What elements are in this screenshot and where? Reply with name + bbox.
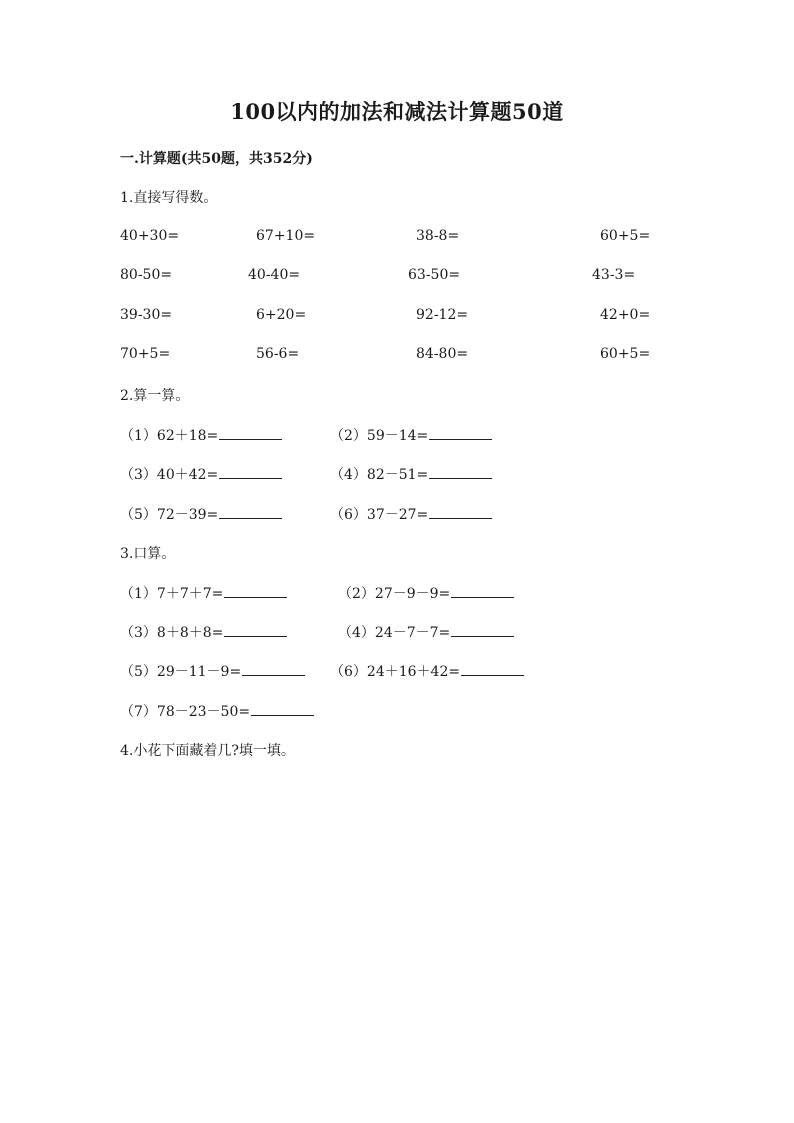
q1-cell: 43-3=	[592, 267, 636, 283]
q1-cell: 6+20=	[256, 307, 307, 323]
q2-item	[330, 504, 492, 524]
answer-blank[interactable]	[461, 661, 524, 676]
answer-blank[interactable]	[251, 701, 314, 716]
answer-blank[interactable]	[429, 425, 492, 440]
q3-item	[330, 661, 524, 681]
q1-cell: 40+30=	[120, 228, 180, 244]
q3-expression: （1）7＋7＋7=	[120, 586, 224, 602]
answer-blank[interactable]	[429, 464, 492, 479]
q1-cell: 92-12=	[416, 307, 469, 323]
q1-cell: 56-6=	[256, 346, 300, 362]
q3-item	[120, 622, 287, 642]
q2-expression: （5）72－39=	[120, 507, 219, 523]
q1-cell: 63-50=	[408, 267, 461, 283]
q3-item	[120, 583, 287, 603]
q3-item	[338, 622, 514, 642]
q1-cell: 60+5=	[600, 228, 651, 244]
answer-blank[interactable]	[219, 504, 282, 519]
q3-item	[120, 701, 314, 721]
answer-blank[interactable]	[451, 583, 514, 598]
answer-blank[interactable]	[451, 622, 514, 637]
q3-expression: （6）24＋16＋42=	[330, 664, 461, 680]
answer-blank[interactable]	[219, 425, 282, 440]
answer-blank[interactable]	[242, 661, 305, 676]
q3-item	[120, 661, 305, 681]
answer-blank[interactable]	[224, 583, 287, 598]
q3-expression: （2）27－9－9=	[338, 586, 451, 602]
q2-item	[120, 464, 282, 484]
q3-expression: （5）29－11－9=	[120, 664, 242, 680]
q2-item	[120, 504, 282, 524]
q3-item	[338, 583, 514, 603]
question-1-heading: 1.直接写得数。	[120, 190, 218, 206]
q3-expression: （4）24－7－7=	[338, 625, 451, 641]
section-heading: 一.计算题(共50题，共352分)	[120, 151, 313, 167]
question-4-heading: 4.小花下面藏着几?填一填。	[120, 743, 295, 759]
q1-cell: 60+5=	[600, 346, 651, 362]
page-title: 100以内的加法和减法计算题50道	[230, 99, 564, 124]
q1-cell: 70+5=	[120, 346, 171, 362]
q2-expression: （6）37－27=	[330, 507, 429, 523]
q2-expression: （4）82－51=	[330, 467, 429, 483]
q1-cell: 67+10=	[256, 228, 316, 244]
q2-expression: （1）62＋18=	[120, 428, 219, 444]
q1-cell: 39-30=	[120, 307, 173, 323]
q2-expression: （3）40＋42=	[120, 467, 219, 483]
q2-item	[330, 464, 492, 484]
q1-cell: 42+0=	[600, 307, 651, 323]
q2-expression: （2）59－14=	[330, 428, 429, 444]
question-2-heading: 2.算一算。	[120, 388, 190, 404]
q2-item	[120, 425, 282, 445]
question-3-heading: 3.口算。	[120, 546, 176, 562]
q3-expression: （3）8＋8＋8=	[120, 625, 224, 641]
q2-item	[330, 425, 492, 445]
answer-blank[interactable]	[224, 622, 287, 637]
q3-expression: （7）78－23－50=	[120, 704, 251, 720]
answer-blank[interactable]	[429, 504, 492, 519]
q1-cell: 80-50=	[120, 267, 173, 283]
answer-blank[interactable]	[219, 464, 282, 479]
q1-cell: 38-8=	[416, 228, 460, 244]
q1-cell: 40-40=	[248, 267, 301, 283]
q1-cell: 84-80=	[416, 346, 469, 362]
